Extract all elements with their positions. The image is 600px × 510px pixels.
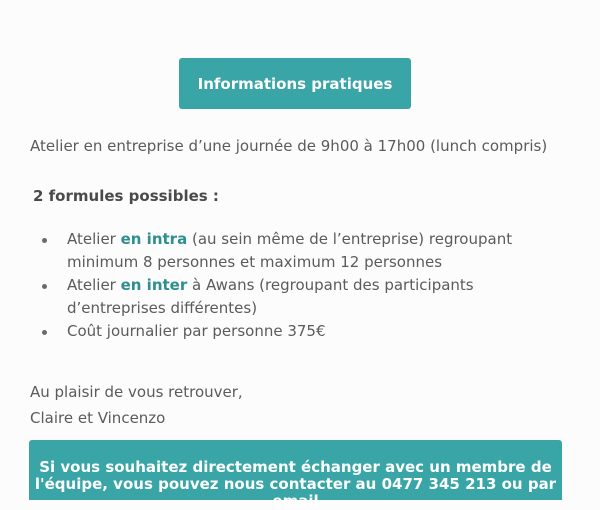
- signature: Claire et Vincenzo: [30, 409, 166, 427]
- bullet-icon: [42, 284, 47, 289]
- list-item-inter: [30, 274, 562, 320]
- option-suffix: (au sein même de l’entreprise) regroupant minimum 8 personnes et maximum 12 personnes: [67, 230, 513, 271]
- option-prefix: Atelier: [67, 230, 121, 248]
- list-item-intra: [30, 228, 562, 274]
- formulas-list: [30, 228, 562, 343]
- option-suffix: à Awans (regroupant des participants d’entreprises différentes): [67, 276, 474, 317]
- contact-team-button[interactable]: Si vous souhaitez directement échanger avec un membre de l'équipe, vous pouvez nous contacter au 0477 345 213 ou par email: [29, 440, 562, 500]
- option-prefix: Atelier: [67, 276, 121, 294]
- formulas-title: 2 formules possibles :: [33, 187, 219, 205]
- option-highlight: en inter: [120, 276, 188, 294]
- bullet-icon: [42, 238, 47, 243]
- list-item-cost: [30, 320, 562, 343]
- intro-text: Atelier en entreprise d’une journée de 9h00 à 17h00 (lunch compris): [30, 137, 548, 155]
- option-prefix: Coût journalier par personne 375€: [67, 322, 326, 340]
- informations-pratiques-button[interactable]: Informations pratiques: [179, 58, 411, 109]
- closing-greeting: Au plaisir de vous retrouver,: [30, 383, 243, 401]
- bullet-icon: [42, 330, 47, 335]
- option-highlight: en intra: [120, 230, 188, 248]
